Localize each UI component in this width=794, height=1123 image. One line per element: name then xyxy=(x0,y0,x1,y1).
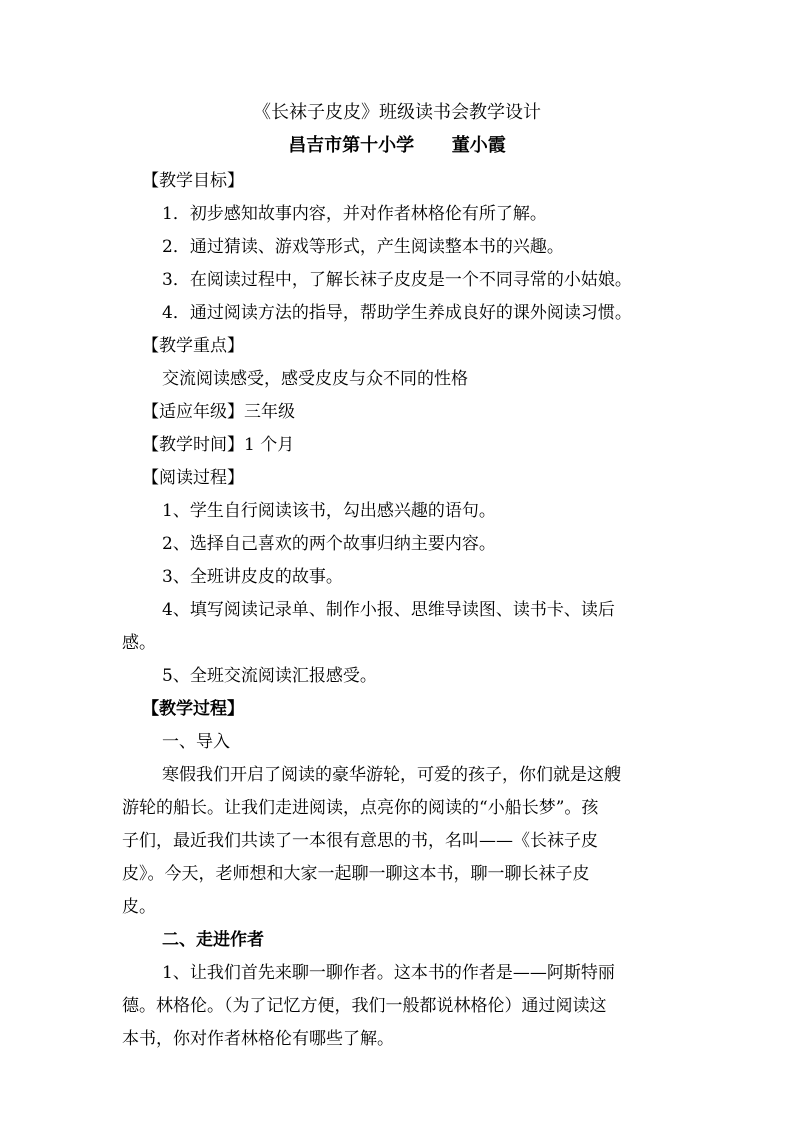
heading-key-points: 【教学重点】 xyxy=(142,336,244,356)
author-paragraph-line-1: 1、让我们首先来聊一聊作者。这本书的作者是——阿斯特丽 xyxy=(162,963,615,983)
heading-reading-process: 【阅读过程】 xyxy=(142,468,244,488)
grade-line: 【适应年级】三年级 xyxy=(142,402,295,422)
reading-step-1: 1、学生自行阅读该书，勾出感兴趣的语句。 xyxy=(162,501,496,521)
intro-paragraph-line-3: 子们，最近我们共读了一本很有意思的书，名叫——《长袜子皮 xyxy=(122,831,598,851)
author-paragraph-line-2: 德。林格伦。（为了记忆方便，我们一般都说林格伦）通过阅读这 xyxy=(122,996,607,1016)
goal-item-1: 1．初步感知故事内容，并对作者林格伦有所了解。 xyxy=(162,204,547,224)
heading-teaching-process: 【教学过程】 xyxy=(142,699,244,719)
goal-item-3: 3．在阅读过程中，了解长袜子皮皮是一个不同寻常的小姑娘。 xyxy=(162,270,632,290)
key-points-text: 交流阅读感受，感受皮皮与众不同的性格 xyxy=(162,369,468,389)
heading-teaching-goals: 【教学目标】 xyxy=(142,171,244,191)
goal-item-2: 2．通过猜读、游戏等形式，产生阅读整本书的兴趣。 xyxy=(162,237,564,257)
author-line: 昌吉市第十小学 董小霞 xyxy=(288,135,506,156)
author-paragraph-line-3: 本书，你对作者林格伦有哪些了解。 xyxy=(122,1029,394,1049)
time-line: 【教学时间】1 个月 xyxy=(142,435,295,455)
reading-step-2: 2、选择自己喜欢的两个故事归纳主要内容。 xyxy=(162,534,496,554)
reading-step-4-cont: 感。 xyxy=(122,633,156,653)
intro-paragraph-line-2: 游轮的船长。让我们走进阅读，点亮你的阅读的“小船长梦”。孩 xyxy=(122,798,599,818)
goal-item-4: 4．通过阅读方法的指导，帮助学生养成良好的课外阅读习惯。 xyxy=(162,303,632,323)
reading-step-5: 5、全班交流阅读汇报感受。 xyxy=(162,666,377,686)
reading-step-3: 3、全班讲皮皮的故事。 xyxy=(162,567,343,587)
section-intro-heading: 一、导入 xyxy=(162,732,230,752)
reading-step-4: 4、填写阅读记录单、制作小报、思维导读图、读书卡、读后 xyxy=(162,600,615,620)
intro-paragraph-line-4: 皮》。今天，老师想和大家一起聊一聊这本书，聊一聊长袜子皮 xyxy=(122,864,590,884)
section-author-heading: 二、走进作者 xyxy=(162,930,264,950)
intro-paragraph-line-5: 皮。 xyxy=(122,897,156,917)
intro-paragraph-line-1: 寒假我们开启了阅读的豪华游轮，可爱的孩子，你们就是这艘 xyxy=(162,765,621,785)
document-title: 《长袜子皮皮》班级读书会教学设计 xyxy=(253,102,541,123)
